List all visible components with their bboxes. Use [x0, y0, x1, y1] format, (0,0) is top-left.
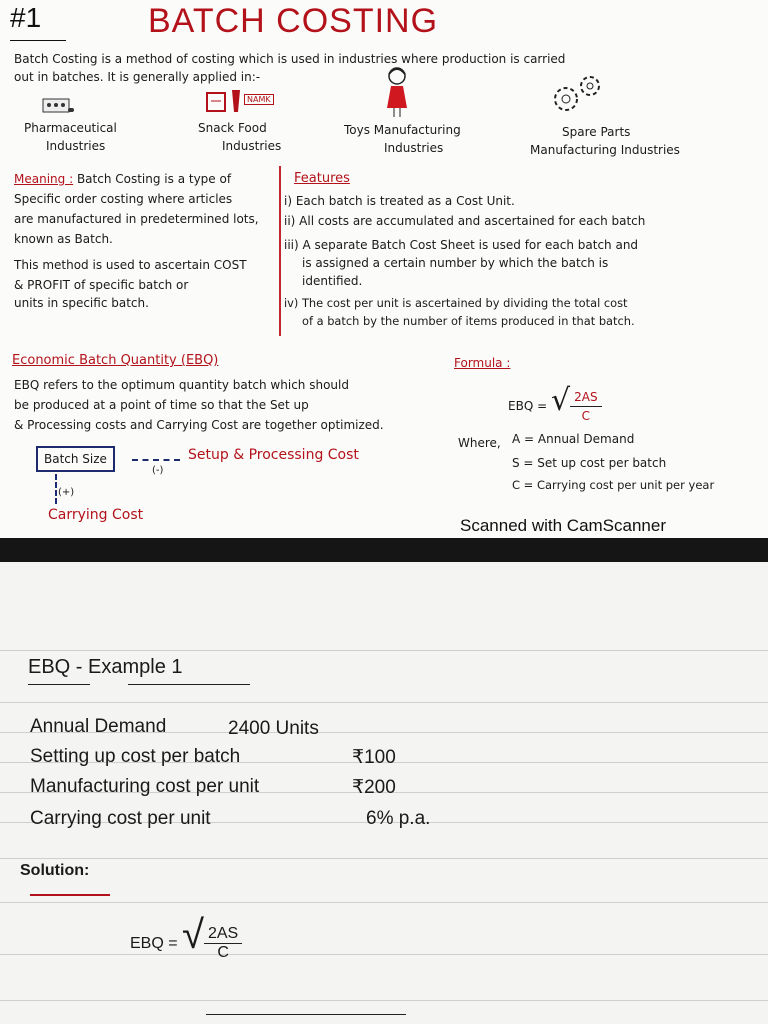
meaning-line-1: Meaning : Batch Costing is a type of	[14, 172, 232, 186]
plus-sign: (+)	[58, 487, 75, 498]
industry-4-name: Spare Parts	[562, 125, 631, 139]
solution-denominator: C	[217, 944, 229, 962]
feature-4-line-2: of a batch by the number of items produced in that batch.	[302, 314, 635, 328]
ebq-line-3: & Processing costs and Carrying Cost are together optimized.	[14, 418, 384, 432]
heading-underline	[28, 684, 90, 685]
batch-size-box: Batch Size	[36, 446, 115, 472]
formula-fraction	[570, 388, 601, 425]
features-heading: Features	[294, 171, 350, 186]
ruled-line	[0, 858, 768, 859]
pill-strip-icon	[42, 96, 74, 116]
row-2-label: Setting up cost per batch	[30, 746, 241, 767]
industry-4-sub: Manufacturing Industries	[530, 143, 680, 157]
snack-label: NAMK	[244, 94, 274, 105]
column-divider	[279, 166, 281, 336]
industry-2-name: Snack Food	[198, 121, 267, 135]
meaning-line-5: This method is used to ascertain COST	[14, 258, 247, 272]
intro-line-1: Batch Costing is a method of costing which is used in industries where production is carried	[14, 52, 566, 66]
row-1-value: 2400 Units	[228, 718, 319, 739]
industry-3-sub: Industries	[384, 141, 444, 155]
intro-line-2: out in batches. It is generally applied in:-	[14, 70, 261, 84]
sqrt-icon: √	[550, 383, 571, 418]
feature-2: ii) All costs are accumulated and ascertained for each batch	[284, 214, 646, 228]
solution-underline	[30, 894, 110, 896]
ebq-line-2: be produced at a point of time so that the Set up	[14, 398, 309, 412]
feature-1: i) Each batch is treated as a Cost Unit.	[284, 194, 515, 208]
ruled-line	[0, 902, 768, 903]
doll-icon	[382, 64, 414, 118]
snack-packet-icon	[204, 90, 230, 114]
solution-fraction	[204, 925, 242, 962]
meaning-line-6: & PROFIT of specific batch or	[14, 278, 189, 292]
notes-page-2	[0, 562, 768, 1024]
sqrt-icon: √	[182, 913, 204, 957]
feature-3-line-2: is assigned a certain number by which the batch is	[302, 256, 609, 270]
gears-icon	[548, 72, 606, 116]
industry-1-name: Pharmaceutical	[24, 121, 117, 135]
industry-3-name: Toys Manufacturing	[344, 123, 461, 137]
row-2-value: ₹100	[352, 747, 396, 768]
chips-icon	[230, 88, 242, 114]
feature-3-line-3: identified.	[302, 274, 363, 288]
title-underline	[10, 40, 66, 41]
page-title: BATCH COSTING	[148, 2, 439, 40]
row-3-label: Manufacturing cost per unit	[30, 776, 260, 797]
row-3-value: ₹200	[352, 777, 396, 798]
meaning-line-2: Specific order costing where articles	[14, 192, 233, 206]
carrying-cost-label: Carrying Cost	[48, 507, 144, 523]
feature-4-line-1: iv) The cost per unit is ascertained by dividing the total cost	[284, 296, 628, 310]
scanner-watermark: Scanned with CamScanner	[460, 516, 667, 535]
meaning-label: Meaning :	[14, 172, 74, 186]
dashed-arrow-down	[55, 474, 57, 504]
solution-numerator: 2AS	[204, 925, 242, 944]
example-heading: EBQ - Example 1	[28, 656, 183, 678]
solution-lhs: EBQ =	[130, 935, 178, 952]
formula-label: Formula :	[454, 356, 511, 370]
ebq-line-1: EBQ refers to the optimum quantity batch which should	[14, 378, 349, 392]
industry-2-sub: Industries	[222, 139, 282, 153]
formula-equation	[508, 383, 602, 425]
def-s: S = Set up cost per batch	[512, 456, 667, 470]
setup-cost-label: Setup & Processing Cost	[188, 447, 359, 463]
ruled-line	[0, 1000, 768, 1001]
solution-label: Solution:	[20, 862, 90, 879]
meaning-line-7: units in specific batch.	[14, 296, 149, 310]
feature-3-line-1: iii) A separate Batch Cost Sheet is used for each batch and	[284, 238, 639, 252]
meaning-line-3: are manufactured in predetermined lots,	[14, 212, 259, 226]
formula-denominator: C	[581, 409, 591, 423]
ruled-line	[0, 650, 768, 651]
ebq-heading: Economic Batch Quantity (EBQ)	[12, 353, 219, 368]
row-4-value: 6% p.a.	[366, 808, 431, 829]
meaning-line-4: known as Batch.	[14, 232, 113, 246]
row-1-label: Annual Demand	[30, 716, 167, 737]
minus-sign: (-)	[152, 465, 164, 476]
next-step-line	[206, 1014, 406, 1015]
industry-1-sub: Industries	[46, 139, 106, 153]
page-gap	[0, 538, 768, 562]
page-number: #1	[10, 2, 42, 33]
row-4-label: Carrying cost per unit	[30, 808, 211, 829]
def-a: A = Annual Demand	[512, 432, 635, 446]
ruled-line	[0, 702, 768, 703]
ruled-line	[0, 954, 768, 955]
solution-equation	[130, 913, 242, 962]
formula-numerator: 2AS	[570, 388, 601, 407]
heading-underline	[128, 684, 250, 685]
def-c: C = Carrying cost per unit per year	[512, 478, 715, 492]
formula-lhs: EBQ =	[508, 399, 548, 413]
where-label: Where,	[458, 436, 501, 450]
